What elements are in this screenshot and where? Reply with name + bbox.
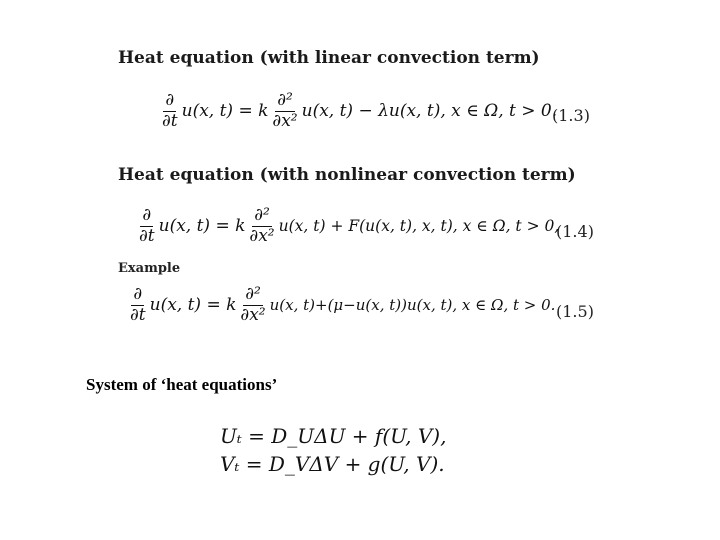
- equation-1-5: $\frac{\partial}{\partial t}$ u(x, t) = k $\frac{\text{∂²}}{\text{∂x²}}$ u(x, t)+(μ−u(x, t))u(x, t), x ∈ Ω, t > 0.: [130, 284, 556, 325]
- section-heading-nonlinear: Heat equation (with nonlinear convection term): [118, 165, 576, 185]
- partial-x2-fraction: $\frac{\text{∂²}}{\text{∂x²}}$: [240, 284, 266, 325]
- system-equation-line-1: Uₜ = D_UΔU + f(U, V),: [220, 424, 447, 448]
- equation-number-1-5: (1.5): [556, 302, 594, 321]
- equation-1-3: $\frac{\partial}{\partial t}$ u(x, t) = k $\frac{\text{∂²}}{\text{∂x²}}$ u(x, t) − λu(x, t), x ∈ Ω, t > 0.: [162, 90, 558, 131]
- equation-number-1-3: (1.3): [552, 106, 590, 125]
- partial-t-fraction: $\frac{\partial}{\partial t}$: [139, 205, 155, 246]
- system-equation-line-2: Vₜ = D_VΔV + g(U, V).: [220, 452, 445, 476]
- partial-t-fraction: $\frac{\partial}{\partial t}$: [130, 284, 146, 325]
- partial-t-fraction: $\frac{\partial}{\partial t}$: [162, 90, 178, 131]
- section-heading-linear: Heat equation (with linear convection term): [118, 48, 540, 68]
- partial-x2-fraction: $\frac{\text{∂²}}{\text{∂x²}}$: [249, 205, 275, 246]
- example-label: Example: [118, 261, 181, 276]
- partial-x2-fraction: $\frac{\text{∂²}}{\text{∂x²}}$: [272, 90, 298, 131]
- system-title: System of ‘heat equations’: [86, 375, 278, 394]
- equation-number-1-4: (1.4): [556, 222, 594, 241]
- equation-1-4: $\frac{\partial}{\partial t}$ u(x, t) = k $\frac{\text{∂²}}{\text{∂x²}}$ u(x, t) + F(u(x, t), x, t), x ∈ Ω, t > 0,: [139, 205, 560, 246]
